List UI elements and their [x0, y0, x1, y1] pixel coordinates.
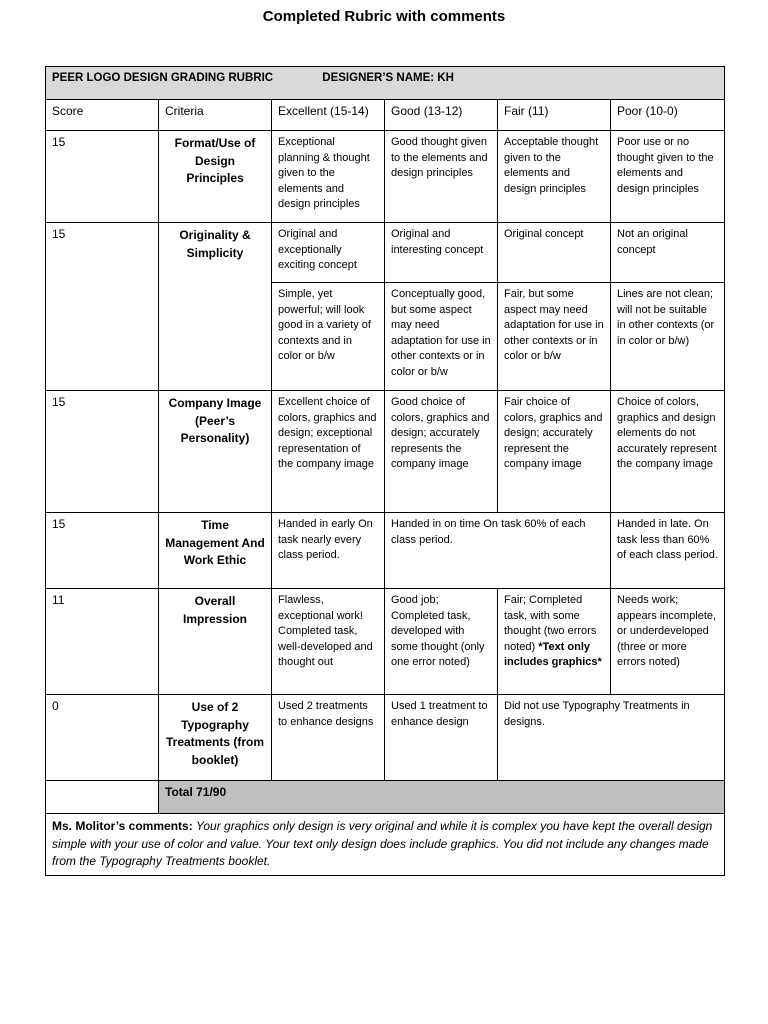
col-header-fair: Fair (11) — [498, 100, 611, 131]
excellent-cell: Original and exceptionally exciting concept — [272, 223, 385, 283]
good-cell: Used 1 treatment to enhance design — [385, 695, 498, 781]
rubric-header-row — [46, 67, 725, 100]
fair-cell: Original concept — [498, 223, 611, 283]
good-cell: Original and interesting concept — [385, 223, 498, 283]
fair-bold-note: *Text only includes graphics* — [504, 640, 602, 668]
excellent-cell: Flawless, exceptional work! Completed task, well-developed and thought out — [272, 589, 385, 695]
excellent-cell: Excellent choice of colors, graphics and design; exceptional representation of the company image — [272, 391, 385, 513]
fair-cell: Fair, but some aspect may need adaptation for use in other contexts or in color or b/w — [498, 283, 611, 391]
column-header-row — [46, 100, 725, 131]
total-empty-cell — [46, 781, 159, 814]
fair-text: Fair; Completed task, with some thought (two errors noted) — [504, 594, 597, 653]
poor-cell: Handed in late. On task less than 60% of each class period. — [611, 513, 725, 589]
table-row — [46, 695, 725, 781]
good-cell: Conceptually good, but some aspect may need adaptation for use in other contexts or in color or b/w — [385, 283, 498, 391]
rubric-table — [45, 66, 725, 876]
fair-cell: Fair choice of colors, graphics and design; accurately represent the company image — [498, 391, 611, 513]
excellent-cell: Handed in early On task nearly every class period. — [272, 513, 385, 589]
col-header-good: Good (13-12) — [385, 100, 498, 131]
total-row — [46, 781, 725, 814]
criteria-cell: Originality & Simplicity — [159, 223, 272, 391]
rubric-name: PEER LOGO DESIGN GRADING RUBRIC — [52, 72, 274, 84]
good-fair-cell: Handed in on time On task 60% of each class period. — [385, 513, 611, 589]
score-cell: 15 — [46, 513, 159, 589]
table-row — [46, 223, 725, 283]
score-cell: 15 — [46, 131, 159, 223]
poor-cell: Poor use or no thought given to the elements and design principles — [611, 131, 725, 223]
poor-cell: Needs work; appears incomplete, or underdeveloped (three or more errors noted) — [611, 589, 725, 695]
col-header-score: Score — [46, 100, 159, 131]
excellent-cell: Used 2 treatments to enhance designs — [272, 695, 385, 781]
comments-cell — [46, 814, 725, 876]
poor-cell: Choice of colors, graphics and design elements do not accurately represent the company image — [611, 391, 725, 513]
rubric-header-cell — [46, 67, 725, 100]
total-cell: Total 71/90 — [159, 781, 725, 814]
col-header-poor: Poor (10-0) — [611, 100, 725, 131]
score-cell: 15 — [46, 391, 159, 513]
criteria-cell: Format/Use of Design Principles — [159, 131, 272, 223]
good-cell: Good thought given to the elements and design principles — [385, 131, 498, 223]
table-row — [46, 513, 725, 589]
designer-name: DESIGNER’S NAME: KH — [322, 72, 454, 84]
table-row — [46, 589, 725, 695]
fair-cell — [498, 589, 611, 695]
score-cell: 15 — [46, 223, 159, 391]
table-row — [46, 391, 725, 513]
criteria-cell: Time Management And Work Ethic — [159, 513, 272, 589]
good-cell: Good job; Completed task, developed with some thought (only one error noted) — [385, 589, 498, 695]
comments-row — [46, 814, 725, 876]
criteria-cell: Use of 2 Typography Treatments (from booklet) — [159, 695, 272, 781]
col-header-criteria: Criteria — [159, 100, 272, 131]
good-cell: Good choice of colors, graphics and design; accurately represents the company image — [385, 391, 498, 513]
excellent-cell: Exceptional planning & thought given to the elements and design principles — [272, 131, 385, 223]
table-row — [46, 131, 725, 223]
fair-cell: Acceptable thought given to the elements and design principles — [498, 131, 611, 223]
comments-label: Ms. Molitor’s comments: — [52, 819, 193, 833]
excellent-cell: Simple, yet powerful; will look good in a variety of contexts and in color or b/w — [272, 283, 385, 391]
score-cell: 0 — [46, 695, 159, 781]
score-cell: 11 — [46, 589, 159, 695]
comments-text: Your graphics only design is very original and while it is complex you have kept the overall design simple with your use of color and value. Your text only design does include graphics. You did not include any changes made from the Typography Treatments booklet. — [52, 819, 713, 868]
criteria-cell: Company Image (Peer’s Personality) — [159, 391, 272, 513]
poor-cell: Lines are not clean; will not be suitable in other contexts (or in color or b/w) — [611, 283, 725, 391]
criteria-cell: Overall Impression — [159, 589, 272, 695]
document-title: Completed Rubric with comments — [262, 8, 506, 25]
col-header-excellent: Excellent (15-14) — [272, 100, 385, 131]
poor-cell: Not an original concept — [611, 223, 725, 283]
fair-poor-cell: Did not use Typography Treatments in designs. — [498, 695, 725, 781]
